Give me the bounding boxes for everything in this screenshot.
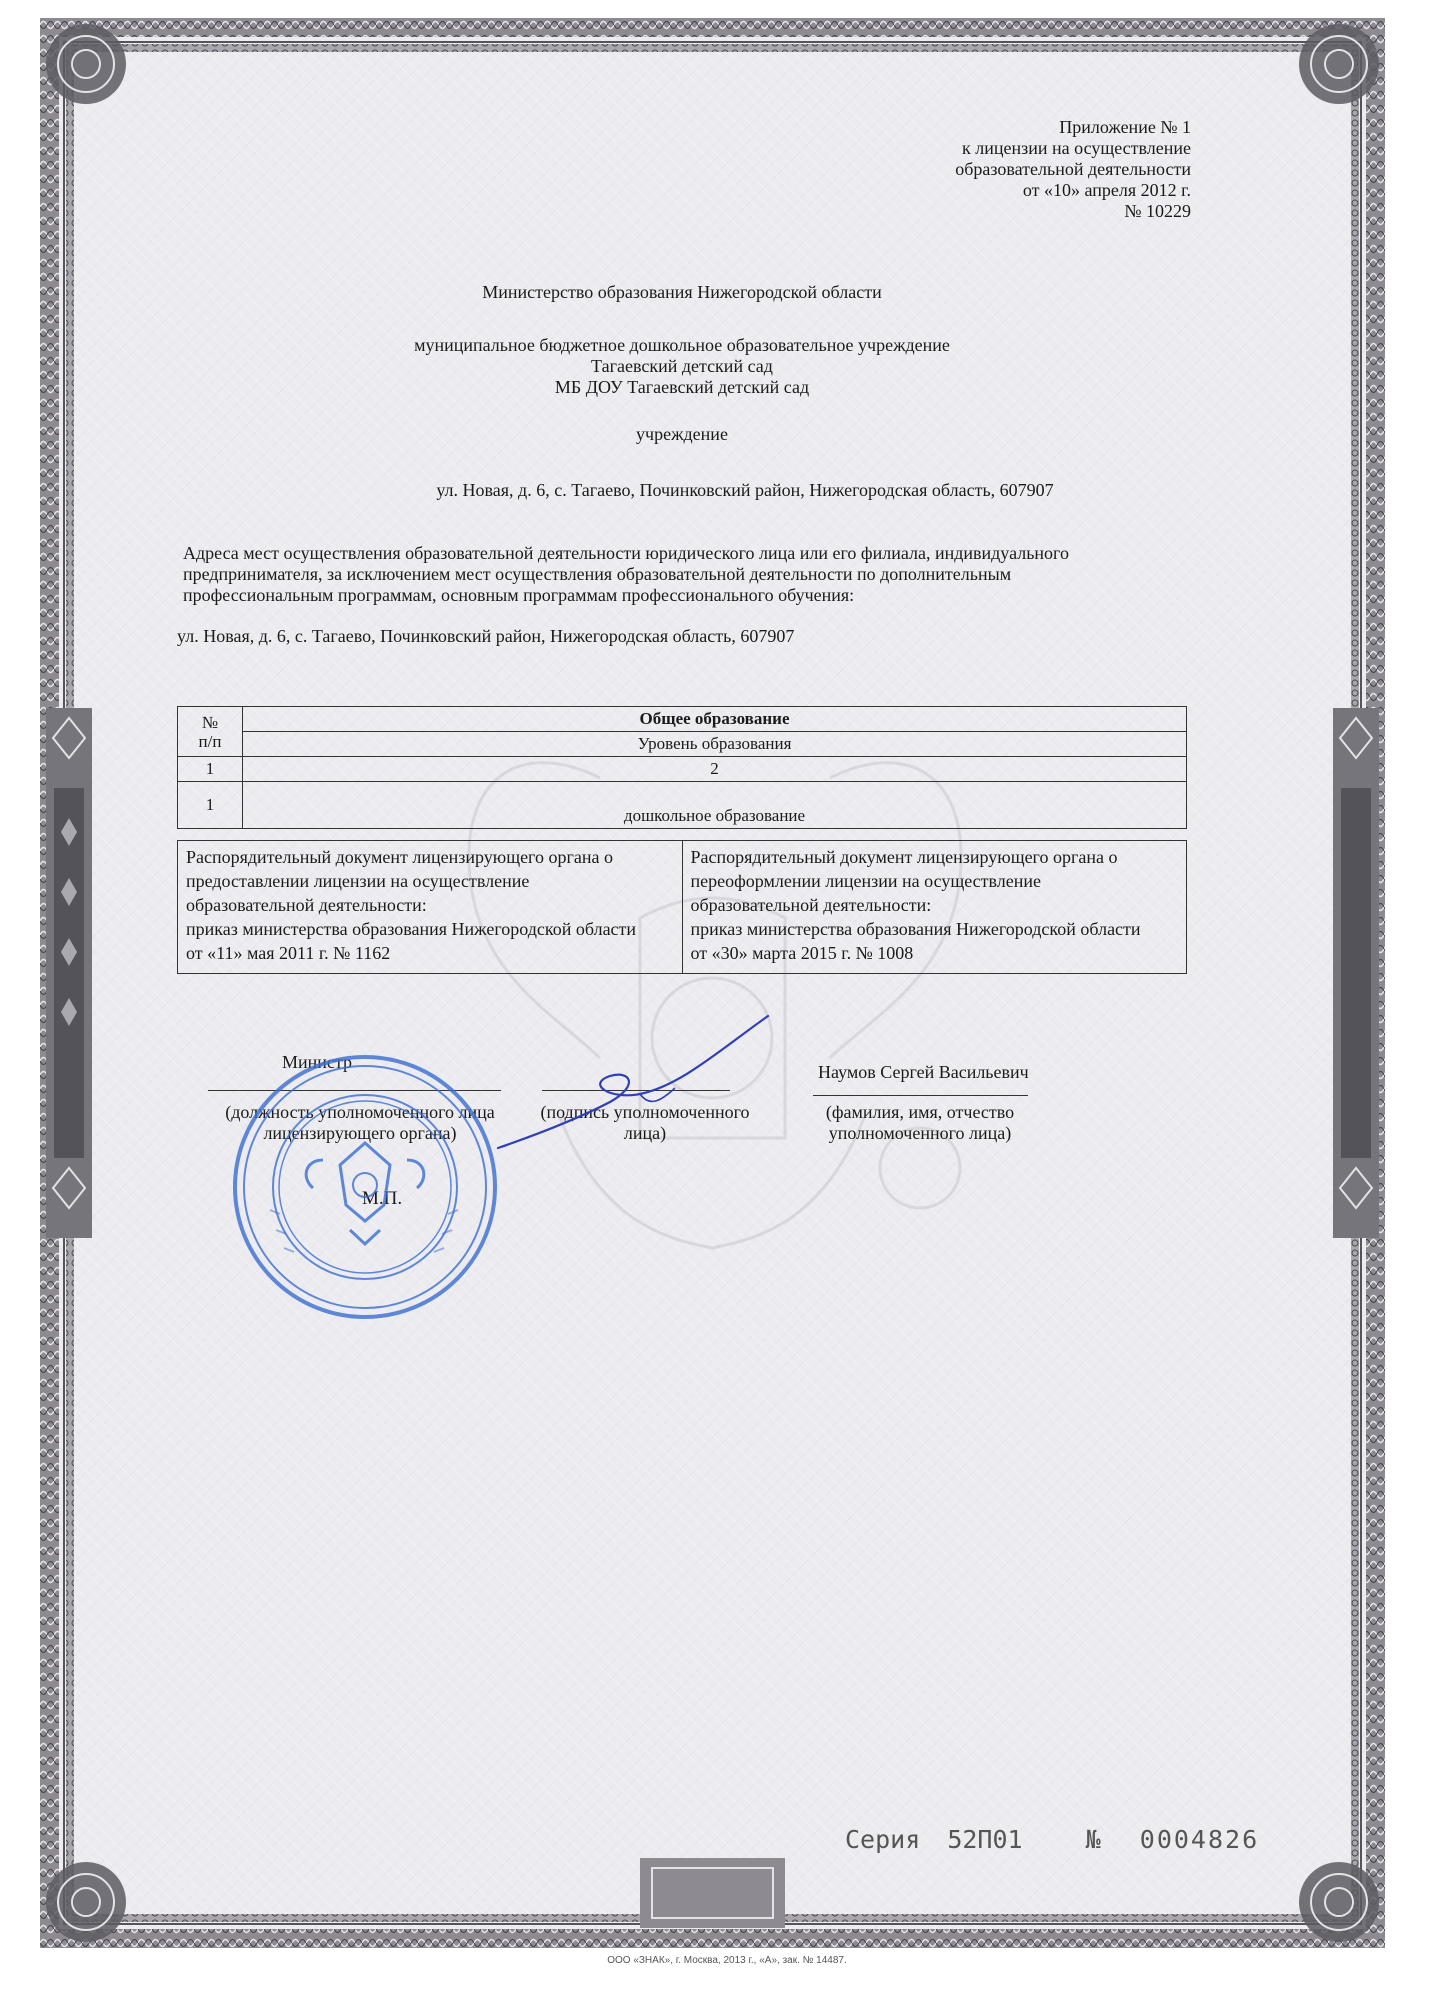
numbering-cell: 1 — [178, 757, 243, 782]
appendix-ref-2: образовательной деятельности — [955, 159, 1191, 179]
org-short-name: Тагаевский детский сад — [591, 356, 773, 376]
caption-line: (подпись уполномоченного — [540, 1102, 750, 1122]
col-number-header-line: № — [201, 712, 219, 732]
numbering-cell: 2 — [243, 757, 1187, 782]
doc-line: от «30» марта 2015 г. № 1008 — [690, 943, 914, 963]
signatory-position: Министр — [282, 1052, 352, 1072]
caption-line: (должность уполномоченного лица — [225, 1102, 495, 1122]
education-table — [177, 706, 1187, 829]
org-type: учреждение — [636, 424, 728, 444]
reissue-document-cell — [682, 841, 1187, 974]
appendix-ref: к лицензии на осуществление — [962, 138, 1191, 158]
number-sign: № — [1085, 1825, 1101, 1854]
organization-block — [177, 335, 1187, 398]
stamp-place-label: М.П. — [362, 1188, 403, 1209]
handwritten-signature — [490, 1010, 780, 1160]
org-address: ул. Новая, д. 6, с. Тагаево, Починковский район, Нижегородская область, 607907 — [436, 480, 1054, 500]
form-series — [845, 1825, 1259, 1854]
ministry-name: Министерство образования Нижегородской области — [482, 282, 882, 302]
official-stamp — [228, 1050, 503, 1325]
signatory-name: Наумов Сергей Васильевич — [818, 1062, 1029, 1082]
row-level: дошкольное образование — [243, 782, 1187, 829]
section-header: Общее образование — [243, 707, 1187, 732]
series-label: Серия — [845, 1825, 921, 1854]
level-header: Уровень образования — [243, 732, 1187, 757]
doc-line: образовательной деятельности: — [186, 895, 427, 915]
org-full-name: муниципальное бюджетное дошкольное образовательное учреждение — [414, 335, 950, 355]
grant-document-cell — [178, 841, 683, 974]
heading-line: Адреса мест осуществления образовательной деятельности юридического лица или его филиала, индивидуального — [183, 543, 1069, 563]
doc-line: от «11» мая 2011 г. № 1162 — [186, 943, 391, 963]
col-number-header — [178, 707, 243, 757]
table-row — [178, 782, 1187, 829]
appendix-header — [771, 117, 1191, 222]
documents-table — [177, 840, 1187, 974]
heading-line: предпринимателя, за исключением мест осуществления образовательной деятельности по дополнительным — [183, 564, 1012, 584]
doc-line: приказ министерства образования Нижегородской области — [186, 919, 637, 939]
appendix-date: от «10» апреля 2012 г. — [1022, 180, 1191, 200]
activity-address-value: ул. Новая, д. 6, с. Тагаево, Починковский район, Нижегородская область, 607907 — [177, 626, 795, 646]
printer-imprint: ООО «ЗНАК», г. Москва, 2013 г., «А», зак. № 14487. — [607, 1955, 847, 1966]
name-caption — [800, 1102, 1040, 1144]
appendix-number: № 10229 — [1124, 201, 1191, 221]
doc-line: переоформлении лицензии на осуществление — [690, 871, 1041, 891]
doc-line: предоставлении лицензии на осуществление — [186, 871, 530, 891]
col-number-header-line: п/п — [198, 731, 222, 751]
caption-line: уполномоченного лица) — [828, 1123, 1012, 1143]
name-line — [813, 1095, 1028, 1096]
guilloche-border — [40, 18, 1385, 1948]
heading-line: профессиональным программам, основным программам профессионального обучения: — [183, 585, 855, 605]
doc-line: приказ министерства образования Нижегородской области — [690, 919, 1141, 939]
row-number: 1 — [178, 782, 243, 829]
doc-line: Распорядительный документ лицензирующего органа о — [186, 847, 613, 867]
series-value: 52П01 — [947, 1825, 1023, 1854]
form-number: 0004826 — [1139, 1825, 1260, 1854]
caption-line: (фамилия, имя, отчество — [825, 1102, 1015, 1122]
org-abbrev-name: МБ ДОУ Тагаевский детский сад — [554, 377, 810, 397]
appendix-title: Приложение № 1 — [1059, 117, 1191, 137]
caption-line: лицензирующего органа) — [263, 1123, 457, 1143]
activity-addresses-heading — [183, 543, 1203, 606]
caption-line: лица) — [623, 1123, 667, 1143]
doc-line: образовательной деятельности: — [690, 895, 932, 915]
doc-line: Распорядительный документ лицензирующего органа о — [690, 847, 1118, 867]
